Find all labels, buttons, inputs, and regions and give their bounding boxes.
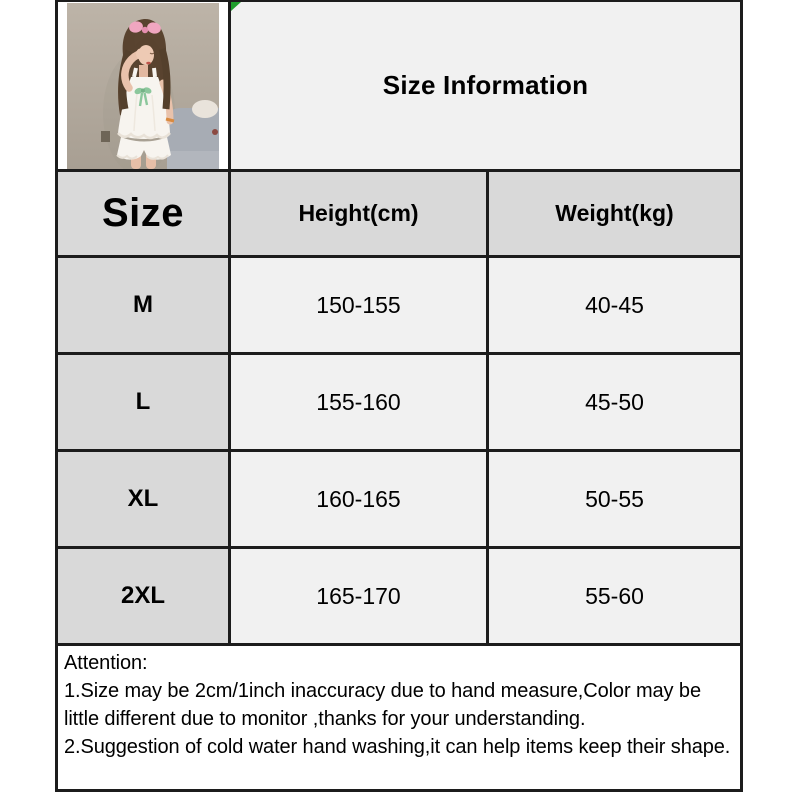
table-row-m <box>57 257 742 354</box>
wall-switch <box>101 131 110 142</box>
table-row-l <box>57 354 742 451</box>
lips <box>146 61 151 64</box>
title-cell <box>230 1 742 171</box>
neck <box>139 65 148 79</box>
height-value-2xl: 165-170 <box>230 548 488 645</box>
column-header-height: Height(cm) <box>230 171 488 257</box>
page-title: Size Information <box>382 70 589 100</box>
weight-value-l: 45-50 <box>488 354 742 451</box>
weight-value-m: 40-45 <box>488 257 742 354</box>
size-label-xl: XL <box>57 451 230 548</box>
height-value-xl: 160-165 <box>230 451 488 548</box>
size-label-2xl: 2XL <box>57 548 230 645</box>
hand-over-face <box>136 48 145 59</box>
attention-note-1: 1.Size may be 2cm/1inch inaccuracy due to hand measure,Color may be little different due to monitor ,thanks for your understanding. <box>64 680 701 730</box>
couch <box>167 100 219 169</box>
attention-cell <box>57 645 742 791</box>
column-header-size: Size <box>57 171 230 257</box>
column-header-weight: Weight(kg) <box>488 171 742 257</box>
attention-row <box>57 645 742 791</box>
table-header-row <box>57 171 742 257</box>
height-value-m: 150-155 <box>230 257 488 354</box>
table-row-2xl <box>57 548 742 645</box>
bracelet <box>166 119 174 121</box>
green-corner-marker <box>231 2 241 11</box>
photo-title-row <box>57 1 742 171</box>
table-row-xl <box>57 451 742 548</box>
product-photo <box>67 3 219 169</box>
weight-value-2xl: 55-60 <box>488 548 742 645</box>
size-label-l: L <box>57 354 230 451</box>
product-photo-cell <box>57 1 230 171</box>
height-value-l: 155-160 <box>230 354 488 451</box>
weight-value-xl: 50-55 <box>488 451 742 548</box>
attention-heading: Attention: <box>64 652 148 674</box>
size-chart-table <box>55 0 743 792</box>
attention-note-2: 2.Suggestion of cold water hand washing,it can help items keep their shape. <box>64 736 731 758</box>
size-label-m: M <box>57 257 230 354</box>
